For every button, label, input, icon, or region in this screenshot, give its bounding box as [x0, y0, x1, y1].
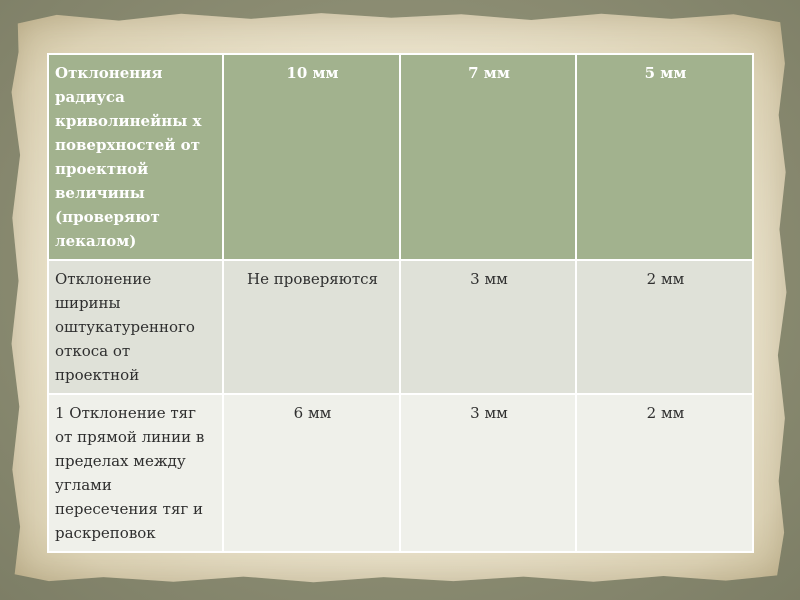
row-description-cell: Отклонение ширины оштукатуренного откоса от проектной: [48, 260, 223, 394]
row-value-cell: 2 мм: [576, 394, 753, 552]
tolerance-table-container: [47, 53, 752, 553]
header-cell-description: Отклонения радиуса криволинейны х поверхностей от проектной величины (проверяют лекалом): [48, 54, 223, 260]
tolerance-table: [47, 53, 754, 553]
row-value-cell: 3 мм: [400, 394, 576, 552]
row-value-cell: 6 мм: [223, 394, 400, 552]
header-cell-col3: 7 мм: [400, 54, 576, 260]
table-header-row: [48, 54, 753, 260]
table-row: [48, 260, 753, 394]
row-value-cell: Не проверяются: [223, 260, 400, 394]
header-cell-col4: 5 мм: [576, 54, 753, 260]
header-cell-col2: 10 мм: [223, 54, 400, 260]
table-row: [48, 394, 753, 552]
row-value-cell: 2 мм: [576, 260, 753, 394]
row-value-cell: 3 мм: [400, 260, 576, 394]
row-description-cell: 1 Отклонение тяг от прямой линии в пределах между углами пересечения тяг и раскреповок: [48, 394, 223, 552]
